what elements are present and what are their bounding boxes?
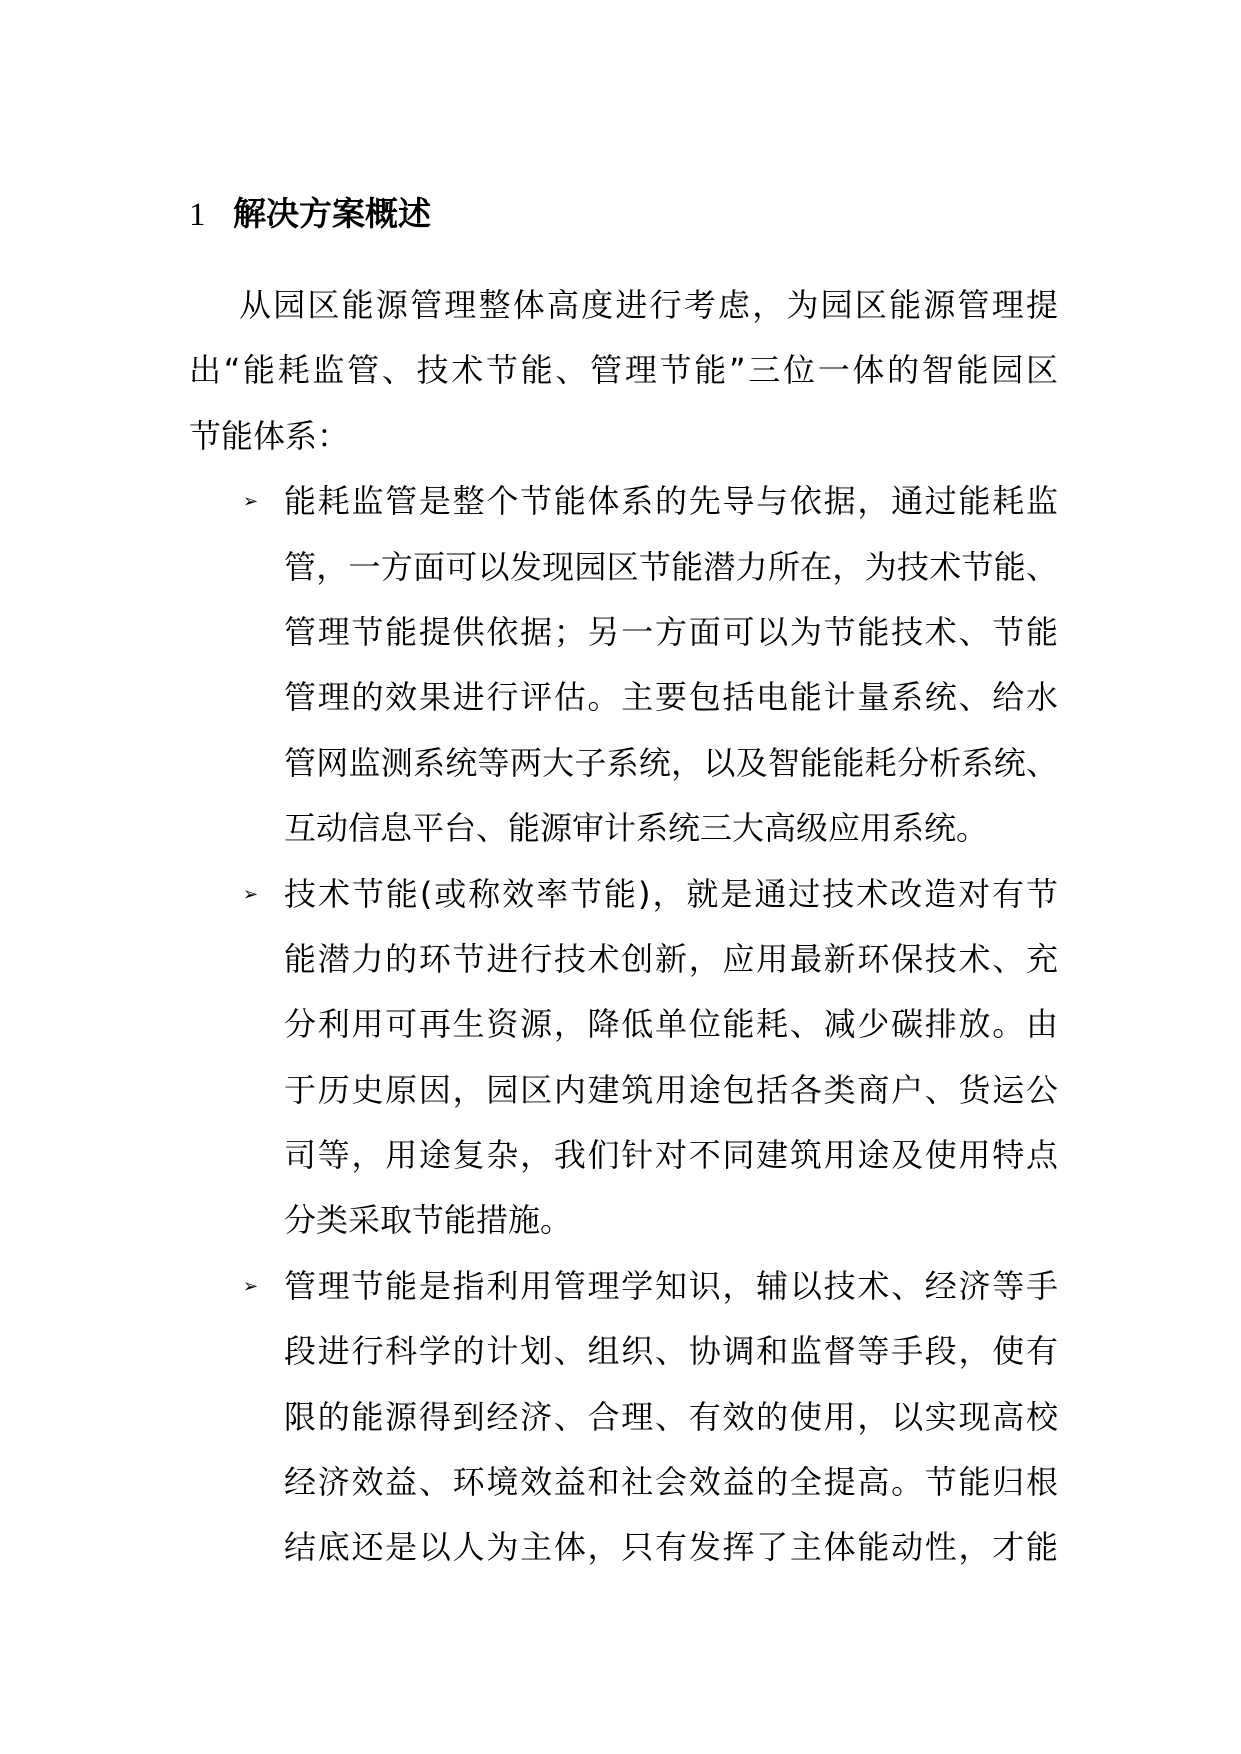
bullet-line: 管理节能提供依据；另一方面可以为节能技术、节能: [284, 612, 1058, 651]
bullet-line: 互动信息平台、能源审计系统三大高级应用系统。: [284, 809, 989, 848]
section-heading: [189, 182, 431, 246]
bullet-line: 管，一方面可以发现园区节能潜力所在，为技术节能、: [284, 547, 1058, 586]
bullet-line: 司等，用途复杂，我们针对不同建筑用途及使用特点: [284, 1136, 1058, 1175]
bullet-line: 分类采取节能措施。: [284, 1201, 573, 1240]
bullet-item-management-saving: [189, 1254, 1058, 1581]
arrow-bullet-icon: ➢: [243, 883, 259, 905]
bullet-line: 管网监测系统等两大子系统，以及智能能耗分析系统、: [284, 743, 1058, 782]
section-number: 1: [189, 197, 206, 233]
bullet-line: 限的能源得到经济、合理、有效的使用，以实现高校: [284, 1397, 1058, 1436]
bullet-line: 段进行科学的计划、组织、协调和监督等手段，使有: [284, 1332, 1058, 1371]
bullet-line: 分利用可再生资源，降低单位能耗、减少碳排放。由: [284, 1005, 1058, 1044]
bullet-line: 能耗监管是整个节能体系的先导与依据，通过能耗监: [284, 482, 1058, 521]
intro-line: 从园区能源管理整体高度进行考虑，为园区能源管理提: [239, 286, 1058, 324]
bullet-line: 管理的效果进行评估。主要包括电能计量系统、给水: [284, 678, 1058, 717]
intro-paragraph: [189, 273, 1058, 469]
intro-line: 节能体系：: [189, 416, 350, 455]
bullet-item-technical-saving: [189, 862, 1058, 1254]
section-body: [189, 273, 1058, 1581]
bullet-line: 于历史原因，园区内建筑用途包括各类商户、货运公: [284, 1070, 1058, 1109]
bullet-line: 管理节能是指利用管理学知识，辅以技术、经济等手: [284, 1266, 1058, 1305]
arrow-bullet-icon: ➢: [243, 1275, 259, 1297]
arrow-bullet-icon: ➢: [243, 491, 259, 513]
intro-line: 出“能耗监管、技术节能、管理节能”三位一体的智能园区: [189, 351, 1058, 390]
bullet-line: 经济效益、环境效益和社会效益的全提高。节能归根: [284, 1463, 1058, 1502]
bullet-item-energy-monitoring: [189, 469, 1058, 861]
section-title: 解决方案概述: [233, 194, 431, 233]
bullet-line: 技术节能(或称效率节能)，就是通过技术改造对有节: [284, 874, 1058, 913]
bullet-list: [189, 469, 1058, 1581]
bullet-line: 能潜力的环节进行技术创新，应用最新环保技术、充: [284, 939, 1058, 978]
bullet-line: 结底还是以人为主体，只有发挥了主体能动性，才能: [284, 1528, 1058, 1567]
